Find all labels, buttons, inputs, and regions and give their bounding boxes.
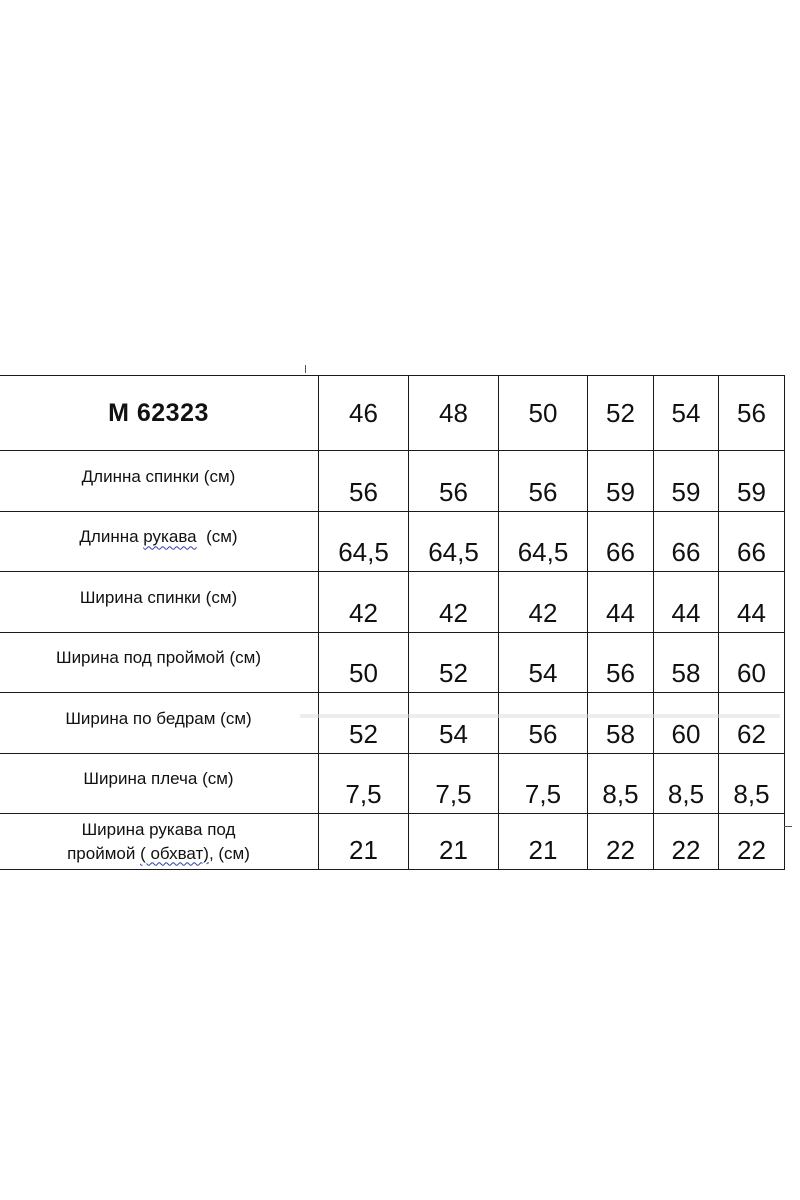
value-cell: 44	[654, 572, 719, 633]
row-label-back-width: Ширина спинки (см)	[0, 572, 319, 633]
row-sleeve-length	[0, 511, 785, 572]
value-cell: 64,5	[409, 511, 499, 572]
label-text: , (см)	[208, 843, 250, 863]
model-number: М 62323	[0, 376, 319, 451]
value-cell: 59	[654, 451, 719, 512]
size-header-52: 52	[588, 376, 654, 451]
size-header-56: 56	[719, 376, 785, 451]
row-label-hip-width: Ширина по бедрам (см)	[0, 693, 319, 754]
row-sleeve-width	[0, 814, 785, 870]
value-cell: 21	[409, 814, 499, 870]
value-cell: 60	[719, 632, 785, 693]
row-label-shoulder-width: Ширина плеча (см)	[0, 753, 319, 814]
value-cell: 56	[499, 451, 588, 512]
value-cell: 54	[499, 632, 588, 693]
value-cell: 8,5	[654, 753, 719, 814]
value-cell: 42	[319, 572, 409, 633]
value-cell: 7,5	[319, 753, 409, 814]
ruler-marker-top	[305, 365, 306, 373]
size-header-46: 46	[319, 376, 409, 451]
row-label-sleeve-width	[0, 814, 319, 870]
value-cell: 56	[499, 693, 588, 754]
row-label-back-length: Длинна спинки (см)	[0, 451, 319, 512]
size-header-50: 50	[499, 376, 588, 451]
spellcheck-underlined-word: ( обхват)	[140, 843, 209, 863]
value-cell: 22	[588, 814, 654, 870]
row-back-length	[0, 451, 785, 512]
value-cell: 56	[588, 632, 654, 693]
value-cell: 42	[499, 572, 588, 633]
value-cell: 58	[654, 632, 719, 693]
row-underarm-width	[0, 632, 785, 693]
label-text: Длинна	[79, 527, 144, 547]
label-line: Ширина рукава под	[81, 819, 236, 839]
label-line	[0, 842, 318, 866]
value-cell: 52	[409, 632, 499, 693]
scan-artifact-strip	[300, 714, 780, 718]
value-cell: 21	[319, 814, 409, 870]
value-cell: 21	[499, 814, 588, 870]
value-cell: 59	[588, 451, 654, 512]
value-cell: 22	[654, 814, 719, 870]
value-cell: 8,5	[588, 753, 654, 814]
value-cell: 22	[719, 814, 785, 870]
row-shoulder-width	[0, 753, 785, 814]
value-cell: 42	[409, 572, 499, 633]
size-header-54: 54	[654, 376, 719, 451]
row-label-underarm-width: Ширина под проймой (см)	[0, 632, 319, 693]
value-cell: 66	[654, 511, 719, 572]
value-cell: 58	[588, 693, 654, 754]
value-cell: 64,5	[499, 511, 588, 572]
value-cell: 8,5	[719, 753, 785, 814]
value-cell: 50	[319, 632, 409, 693]
ruler-marker-right	[784, 826, 792, 827]
label-text: (см)	[196, 527, 238, 547]
size-chart-table	[0, 375, 785, 870]
value-cell: 44	[588, 572, 654, 633]
row-back-width	[0, 572, 785, 633]
spellcheck-underlined-word: рукава	[143, 527, 197, 547]
value-cell: 60	[654, 693, 719, 754]
value-cell: 56	[409, 451, 499, 512]
value-cell: 64,5	[319, 511, 409, 572]
value-cell: 66	[719, 511, 785, 572]
value-cell: 7,5	[409, 753, 499, 814]
value-cell: 54	[409, 693, 499, 754]
value-cell: 44	[719, 572, 785, 633]
row-hip-width	[0, 693, 785, 754]
row-label-sleeve-length	[0, 511, 319, 572]
value-cell: 59	[719, 451, 785, 512]
value-cell: 62	[719, 693, 785, 754]
header-row	[0, 376, 785, 451]
value-cell: 56	[319, 451, 409, 512]
value-cell: 52	[319, 693, 409, 754]
label-text: проймой	[67, 843, 141, 863]
value-cell: 66	[588, 511, 654, 572]
value-cell: 7,5	[499, 753, 588, 814]
size-header-48: 48	[409, 376, 499, 451]
